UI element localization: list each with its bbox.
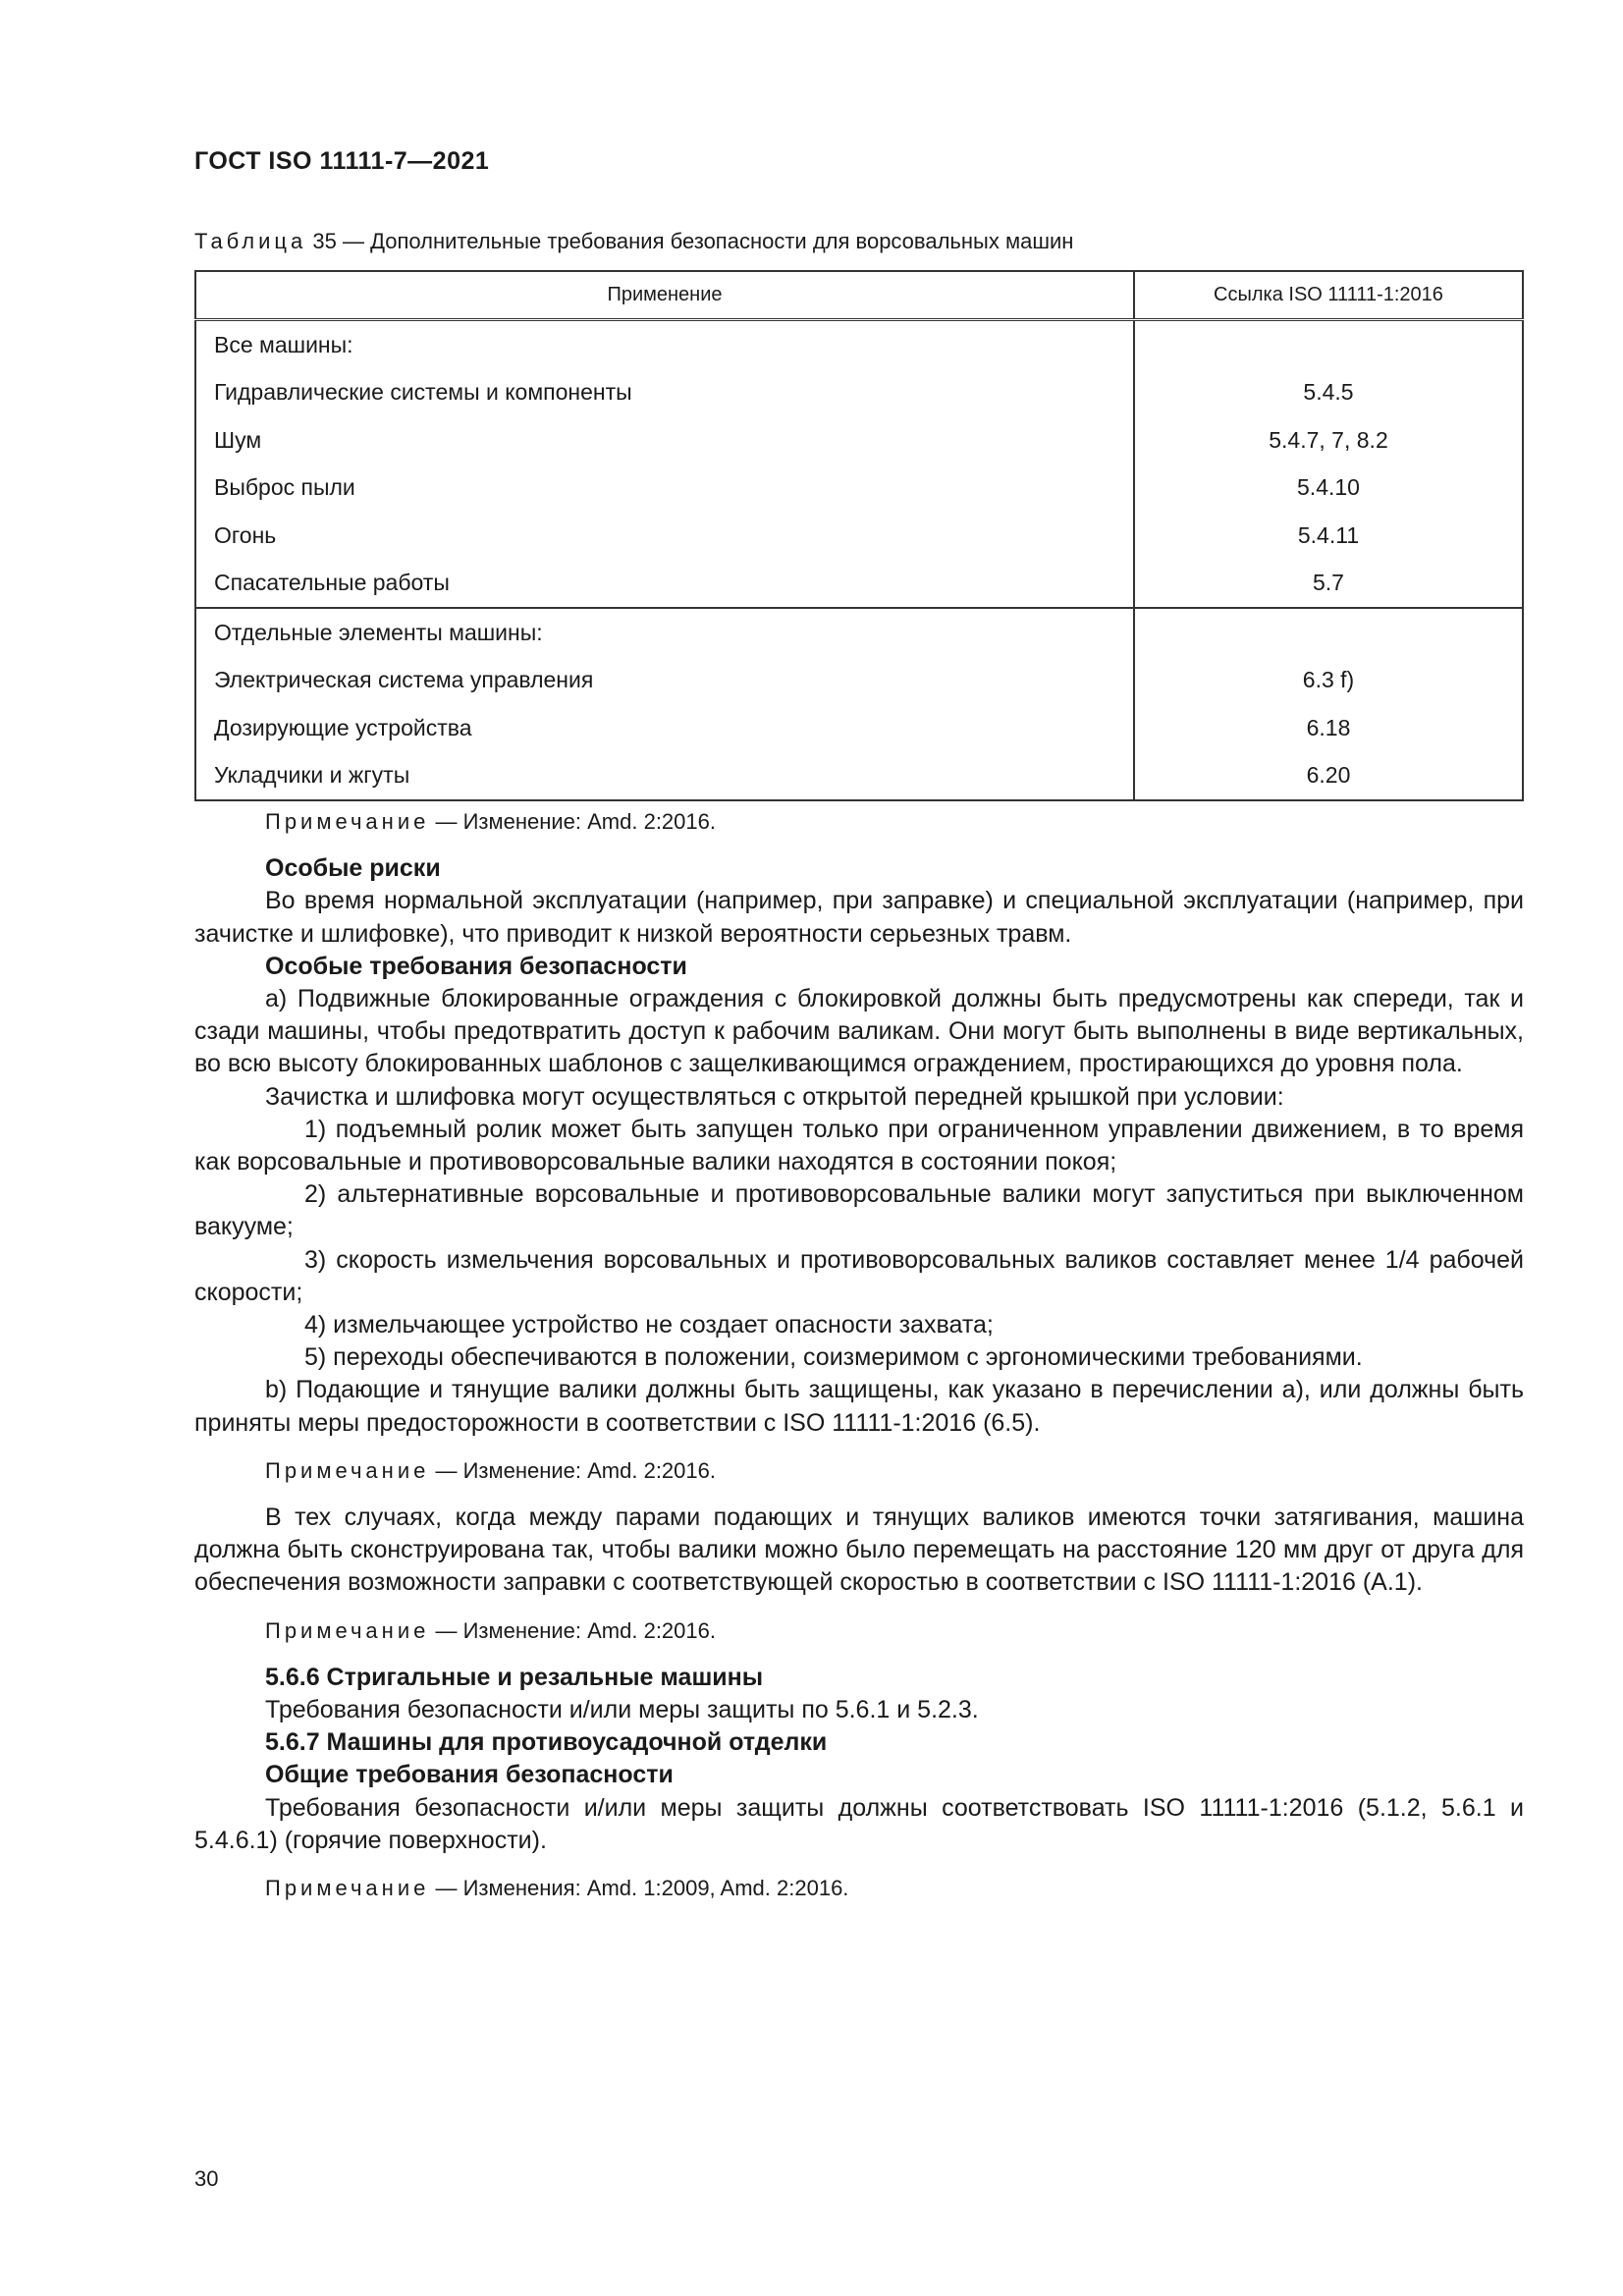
cell-reference <box>1134 608 1523 657</box>
cell-application: Огонь <box>195 512 1134 560</box>
table-row <box>195 512 1523 560</box>
note-text: — Изменение: Amd. 2:2016. <box>435 1457 716 1483</box>
cell-application: Все машины: <box>195 320 1134 369</box>
column-header-application: Применение <box>195 271 1134 320</box>
list-item-5: 5) переходы обеспечиваются в положении, соизмеримом с эргономическими требованиями. <box>304 1343 1363 1372</box>
cell-application: Выброс пыли <box>195 465 1134 513</box>
cell-reference: 5.7 <box>1134 560 1523 609</box>
note-word: Примечание <box>265 809 430 834</box>
table-row <box>195 560 1523 609</box>
list-item-4: 4) измельчающее устройство не создает опасности захвата; <box>304 1311 994 1339</box>
table-row <box>195 657 1523 705</box>
note-word: Примечание <box>265 1876 430 1901</box>
cell-reference: 6.20 <box>1134 752 1523 801</box>
list-item-3: 3) скорость измельчения ворсовальных и противоворсовальных валиков составляет менее 1/4 рабочей скорости; <box>194 1245 1524 1306</box>
cell-reference: 5.4.7, 7, 8.2 <box>1134 416 1523 465</box>
cell-application: Дозирующие устройства <box>195 704 1134 752</box>
note-word: Примечание <box>265 1457 430 1483</box>
cell-reference: 5.4.5 <box>1134 369 1523 417</box>
document-id: ГОСТ ISO 11111-7—2021 <box>194 147 490 175</box>
note-text: — Изменения: Amd. 1:2009, Amd. 2:2016. <box>435 1876 849 1901</box>
note <box>194 1872 1524 1904</box>
requirements-table-container <box>194 270 1524 801</box>
table-row <box>195 704 1523 752</box>
paragraph-cleaning: Зачистка и шлифовка могут осуществляться с открытой передней крышкой при условии: <box>265 1082 1284 1111</box>
paragraph-nip-points: В тех случаях, когда между парами подающих и тянущих валиков имеются точки затягивания, машина должна быть сконструирована так, чтобы валики можно было перемещать на расстояние 120 мм друг от друга для обеспечения возможности заправки с соответствующей скоростью в соответствии с ISO 11111-1:2016 (А.1). <box>194 1503 1524 1597</box>
note-text: — Изменение: Amd. 2:2016. <box>435 1617 716 1643</box>
table-caption-text: 35 — Дополнительные требования безопасности для ворсовальных машин <box>312 229 1074 253</box>
paragraph-item-a: а) Подвижные блокированные ограждения с блокировкой должны быть предусмотрены как спереди, так и сзади машины, чтобы предотвратить доступ к рабочим валикам. Они могут быть выполнены в виде вертикальных, во всю высоту блокированных шаблонов с защелкивающимся ограждением, простирающихся до уровня пола. <box>194 985 1524 1078</box>
cell-application: Гидравлические системы и компоненты <box>195 369 1134 417</box>
note <box>194 1614 1524 1647</box>
table-row <box>195 752 1523 801</box>
table-row <box>195 369 1523 417</box>
table-caption <box>194 229 1073 254</box>
table-row <box>195 320 1523 369</box>
column-header-reference: Ссылка ISO 11111-1:2016 <box>1134 271 1523 320</box>
cell-application: Шум <box>195 416 1134 465</box>
table-caption-word: Таблица <box>194 229 307 253</box>
heading-section-5-6-7: 5.6.7 Машины для противоусадочной отделки <box>265 1728 828 1757</box>
table-header-row <box>195 271 1523 320</box>
table-row <box>195 465 1523 513</box>
note-word: Примечание <box>265 1617 430 1643</box>
document-body <box>194 805 1524 1904</box>
page-number: 30 <box>194 2166 219 2191</box>
requirements-table <box>194 270 1524 801</box>
cell-reference: 6.3 f) <box>1134 657 1523 705</box>
cell-application: Спасательные работы <box>195 560 1134 609</box>
paragraph-section-5-6-6: Требования безопасности и/или меры защиты по 5.6.1 и 5.2.3. <box>265 1696 979 1724</box>
table-row <box>195 608 1523 657</box>
cell-reference <box>1134 320 1523 369</box>
cell-reference: 6.18 <box>1134 704 1523 752</box>
note-text: — Изменение: Amd. 2:2016. <box>435 809 716 834</box>
list-item-2: 2) альтернативные ворсовальные и противоворсовальные валики могут запуститься при выключенном вакууме; <box>194 1180 1524 1241</box>
paragraph-item-b: b) Подающие и тянущие валики должны быть защищены, как указано в перечислении а), или должны быть приняты меры предосторожности в соответствии с ISO 11111-1:2016 (6.5). <box>194 1376 1524 1437</box>
heading-special-safety: Особые требования безопасности <box>265 952 687 980</box>
cell-application: Отдельные элементы машины: <box>195 608 1134 657</box>
cell-application: Укладчики и жгуты <box>195 752 1134 801</box>
table-note <box>194 805 1524 838</box>
heading-special-risks: Особые риски <box>265 854 441 883</box>
heading-section-5-6-6: 5.6.6 Стригальные и резальные машины <box>265 1663 764 1691</box>
cell-application: Электрическая система управления <box>195 657 1134 705</box>
table-row <box>195 416 1523 465</box>
heading-general-safety: Общие требования безопасности <box>265 1761 674 1789</box>
cell-reference: 5.4.10 <box>1134 465 1523 513</box>
paragraph-special-risks: Во время нормальной эксплуатации (например, при заправке) и специальной эксплуатации (например, при зачистке и шлифовке), что приводит к низкой вероятности серьезных травм. <box>194 887 1524 948</box>
cell-reference: 5.4.11 <box>1134 512 1523 560</box>
list-item-1: 1) подъемный ролик может быть запущен только при ограниченном управлении движением, в то время как ворсовальные и противоворсовальные валики находятся в состоянии покоя; <box>194 1115 1524 1176</box>
paragraph-section-5-6-7: Требования безопасности и/или меры защиты должны соответствовать ISO 11111-1:2016 (5.1.2, 5.6.1 и 5.4.6.1) (горячие поверхности). <box>194 1793 1524 1854</box>
note <box>194 1454 1524 1487</box>
